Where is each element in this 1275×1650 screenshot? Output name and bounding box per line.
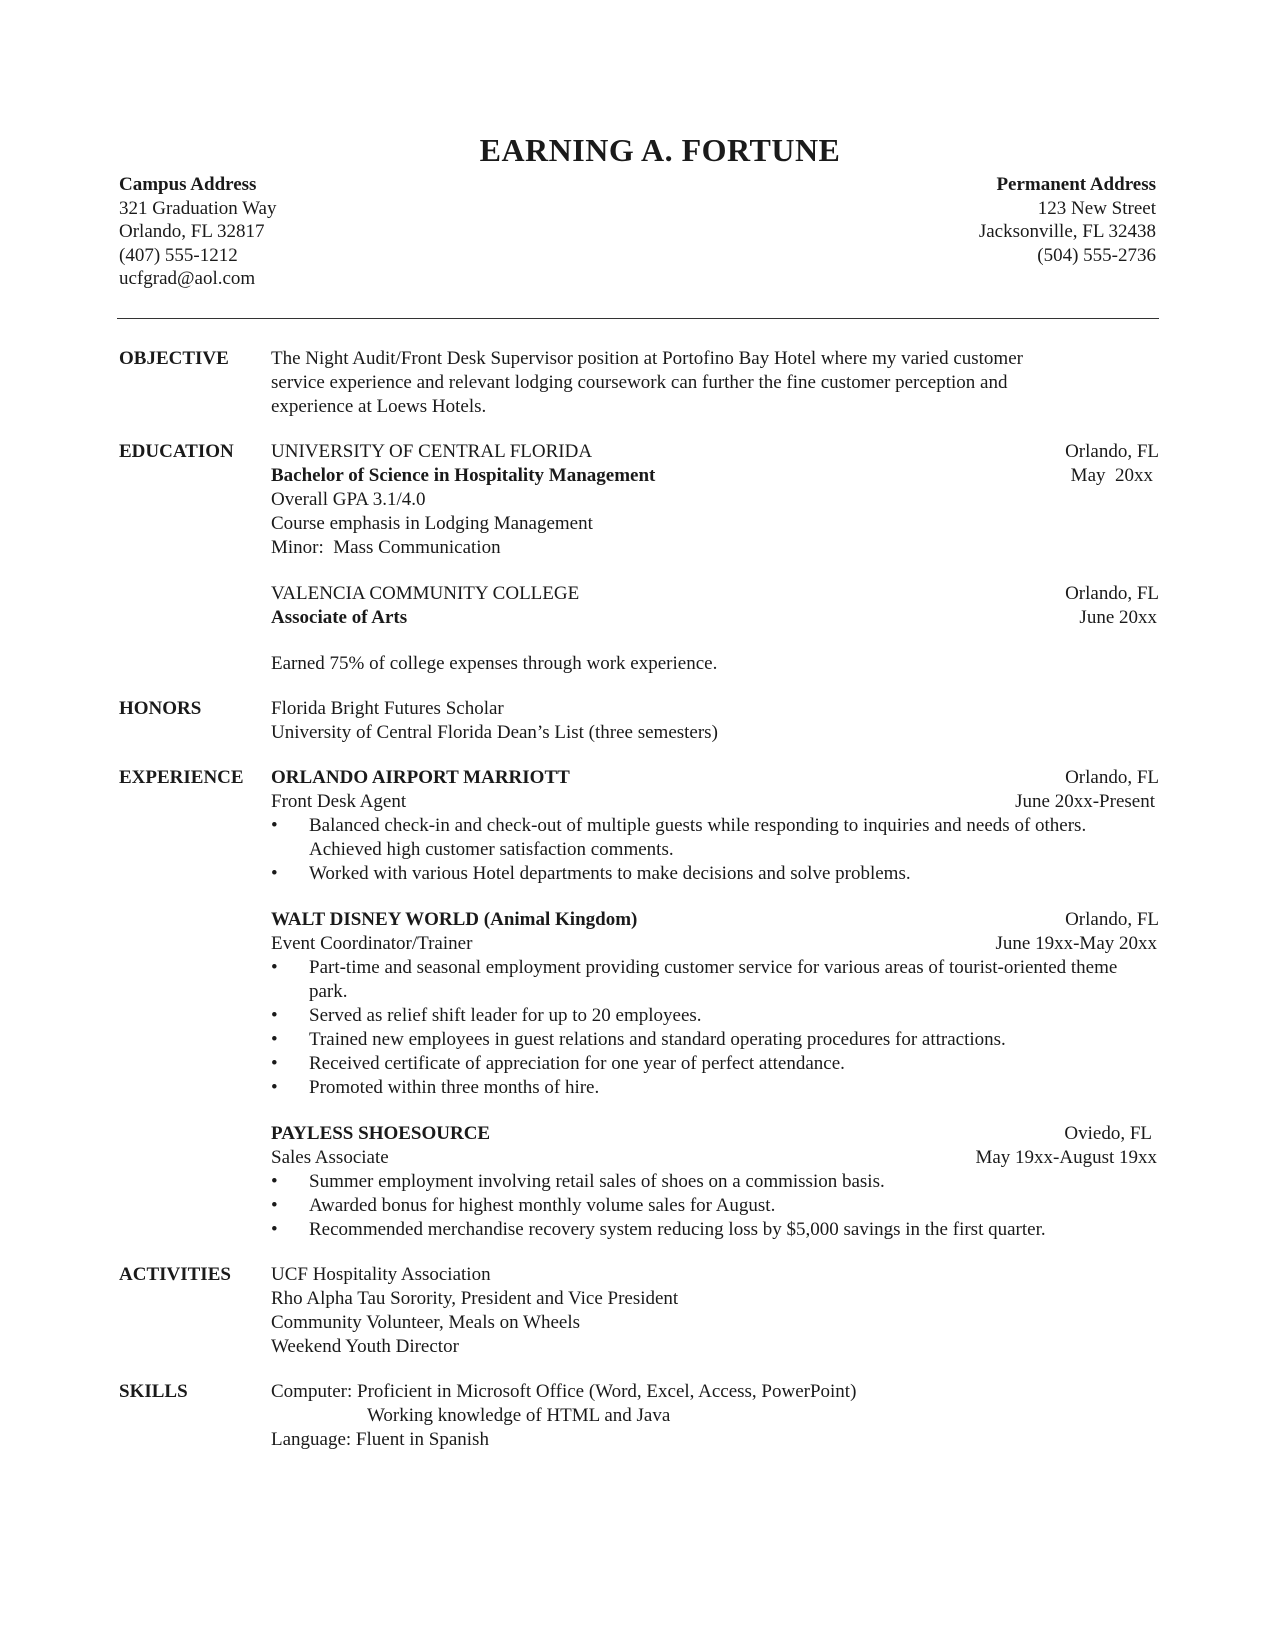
permanent-address-line: 123 New Street (1037, 197, 1156, 219)
activity-item: Rho Alpha Tau Sorority, President and Vice President (271, 1288, 679, 1309)
skill-language: Language: Fluent in Spanish (271, 1429, 489, 1450)
job-dates: June 19xx-May 20xx (995, 933, 1157, 954)
campus-phone: (407) 555-1212 (119, 244, 238, 266)
section-label: ACTIVITIES (119, 1264, 231, 1285)
degree-name: Bachelor of Science in Hospitality Management (271, 465, 656, 486)
permanent-phone: (504) 555-2736 (1037, 244, 1156, 266)
education-section (119, 440, 1159, 676)
job-dates: June 20xx-Present (1015, 791, 1155, 812)
job-title-row (271, 790, 1159, 814)
header-divider (117, 318, 1159, 319)
permanent-address (820, 173, 1156, 267)
school-location: Orlando, FL (1065, 583, 1159, 604)
experience-body (271, 766, 1159, 1242)
job-header (271, 908, 1159, 932)
skill-computer-detail: Working knowledge of HTML and Java (367, 1405, 671, 1426)
school-name: VALENCIA COMMUNITY COLLEGE (271, 583, 580, 604)
education-detail: Overall GPA 3.1/4.0 (271, 489, 426, 510)
job-title-row (271, 932, 1159, 956)
job-title: Front Desk Agent (271, 791, 407, 812)
job-location: Orlando, FL (1065, 909, 1159, 930)
job-bullet: • Served as relief shift leader for up to 20 employees. (271, 1004, 1149, 1028)
section-label: HONORS (119, 698, 202, 719)
section-label: EDUCATION (119, 441, 234, 462)
degree-date: May 20xx (1070, 465, 1153, 486)
job-bullet: • Received certificate of appreciation for one year of perfect attendance. (271, 1052, 1149, 1076)
school-location: Orlando, FL (1065, 441, 1159, 462)
objective-text: The Night Audit/Front Desk Supervisor position at Portofino Bay Hotel where my varied customer service experience and relevant lodging coursework can further the fine customer perception and experience at Loews Hotels. (271, 348, 1023, 417)
activities-section (119, 1263, 1159, 1359)
job-bullets (271, 1170, 1159, 1242)
job-entry (271, 908, 1159, 1100)
honor-item: Florida Bright Futures Scholar (271, 698, 504, 719)
skills-body (271, 1380, 1159, 1452)
campus-address-line: 321 Graduation Way (119, 197, 277, 219)
job-bullet: • Promoted within three months of hire. (271, 1076, 1149, 1100)
job-bullets (271, 956, 1159, 1100)
permanent-address-title: Permanent Address (996, 174, 1156, 195)
honors-body (271, 697, 1159, 745)
job-bullet: • Trained new employees in guest relations and standard operating procedures for attractions. (271, 1028, 1149, 1052)
campus-email: ucfgrad@aol.com (119, 268, 256, 289)
job-bullet: • Worked with various Hotel departments to make decisions and solve problems. (271, 862, 1119, 886)
activities-body (271, 1263, 1159, 1359)
section-label: EXPERIENCE (119, 767, 244, 788)
skills-section (119, 1380, 1159, 1452)
activity-item: Weekend Youth Director (271, 1336, 459, 1357)
resume-body (119, 347, 1159, 1452)
activity-item: Community Volunteer, Meals on Wheels (271, 1312, 581, 1333)
honor-item: University of Central Florida Dean’s List (three semesters) (271, 722, 718, 743)
campus-address-title: Campus Address (119, 174, 257, 195)
education-detail: Course emphasis in Lodging Management (271, 513, 593, 534)
job-employer: WALT DISNEY WORLD (Animal Kingdom) (271, 909, 638, 930)
education-body (271, 440, 1159, 676)
skill-computer: Computer: Proficient in Microsoft Office (Word, Excel, Access, PowerPoint) (271, 1381, 857, 1402)
job-header (271, 1122, 1159, 1146)
job-title: Event Coordinator/Trainer (271, 933, 473, 954)
job-bullet: • Balanced check-in and check-out of multiple guests while responding to inquiries and needs of others. Achieved high customer satisfaction comments. (271, 814, 1119, 862)
honors-section (119, 697, 1159, 745)
job-bullet: • Summer employment involving retail sales of shoes on a commission basis. (271, 1170, 1159, 1194)
permanent-address-line: Jacksonville, FL 32438 (978, 221, 1156, 242)
school-header (271, 440, 1159, 464)
activity-item: UCF Hospitality Association (271, 1264, 491, 1285)
job-entry (271, 766, 1159, 886)
job-employer: ORLANDO AIRPORT MARRIOTT (271, 767, 570, 788)
job-bullets (271, 814, 1159, 886)
degree-name: Associate of Arts (271, 607, 408, 628)
job-title: Sales Associate (271, 1147, 389, 1168)
section-label: SKILLS (119, 1381, 188, 1402)
job-bullet: • Awarded bonus for highest monthly volume sales for August. (271, 1194, 1159, 1218)
objective-section (119, 347, 1159, 419)
job-title-row (271, 1146, 1159, 1170)
school-header (271, 582, 1159, 606)
campus-address (119, 173, 276, 291)
job-bullet: • Part-time and seasonal employment providing customer service for various areas of tourist-oriented theme park. (271, 956, 1149, 1004)
job-location: Oviedo, FL (1064, 1123, 1152, 1144)
job-employer: PAYLESS SHOESOURCE (271, 1123, 491, 1144)
job-entry (271, 1122, 1159, 1242)
degree-row (271, 606, 1159, 630)
experience-section (119, 766, 1159, 1242)
job-header (271, 766, 1159, 790)
job-bullet: • Recommended merchandise recovery system reducing loss by $5,000 savings in the first quarter. (271, 1218, 1159, 1242)
education-note: Earned 75% of college expenses through work experience. (271, 653, 718, 674)
job-dates: May 19xx-August 19xx (975, 1147, 1157, 1168)
school-name: UNIVERSITY OF CENTRAL FLORIDA (271, 441, 593, 462)
campus-address-line: Orlando, FL 32817 (119, 221, 265, 242)
degree-date: June 20xx (1079, 607, 1157, 628)
degree-row (271, 464, 1159, 488)
job-location: Orlando, FL (1065, 767, 1159, 788)
section-label: OBJECTIVE (119, 348, 229, 369)
education-detail: Minor: Mass Communication (271, 537, 501, 558)
resume-name: EARNING A. FORTUNE (479, 132, 841, 168)
